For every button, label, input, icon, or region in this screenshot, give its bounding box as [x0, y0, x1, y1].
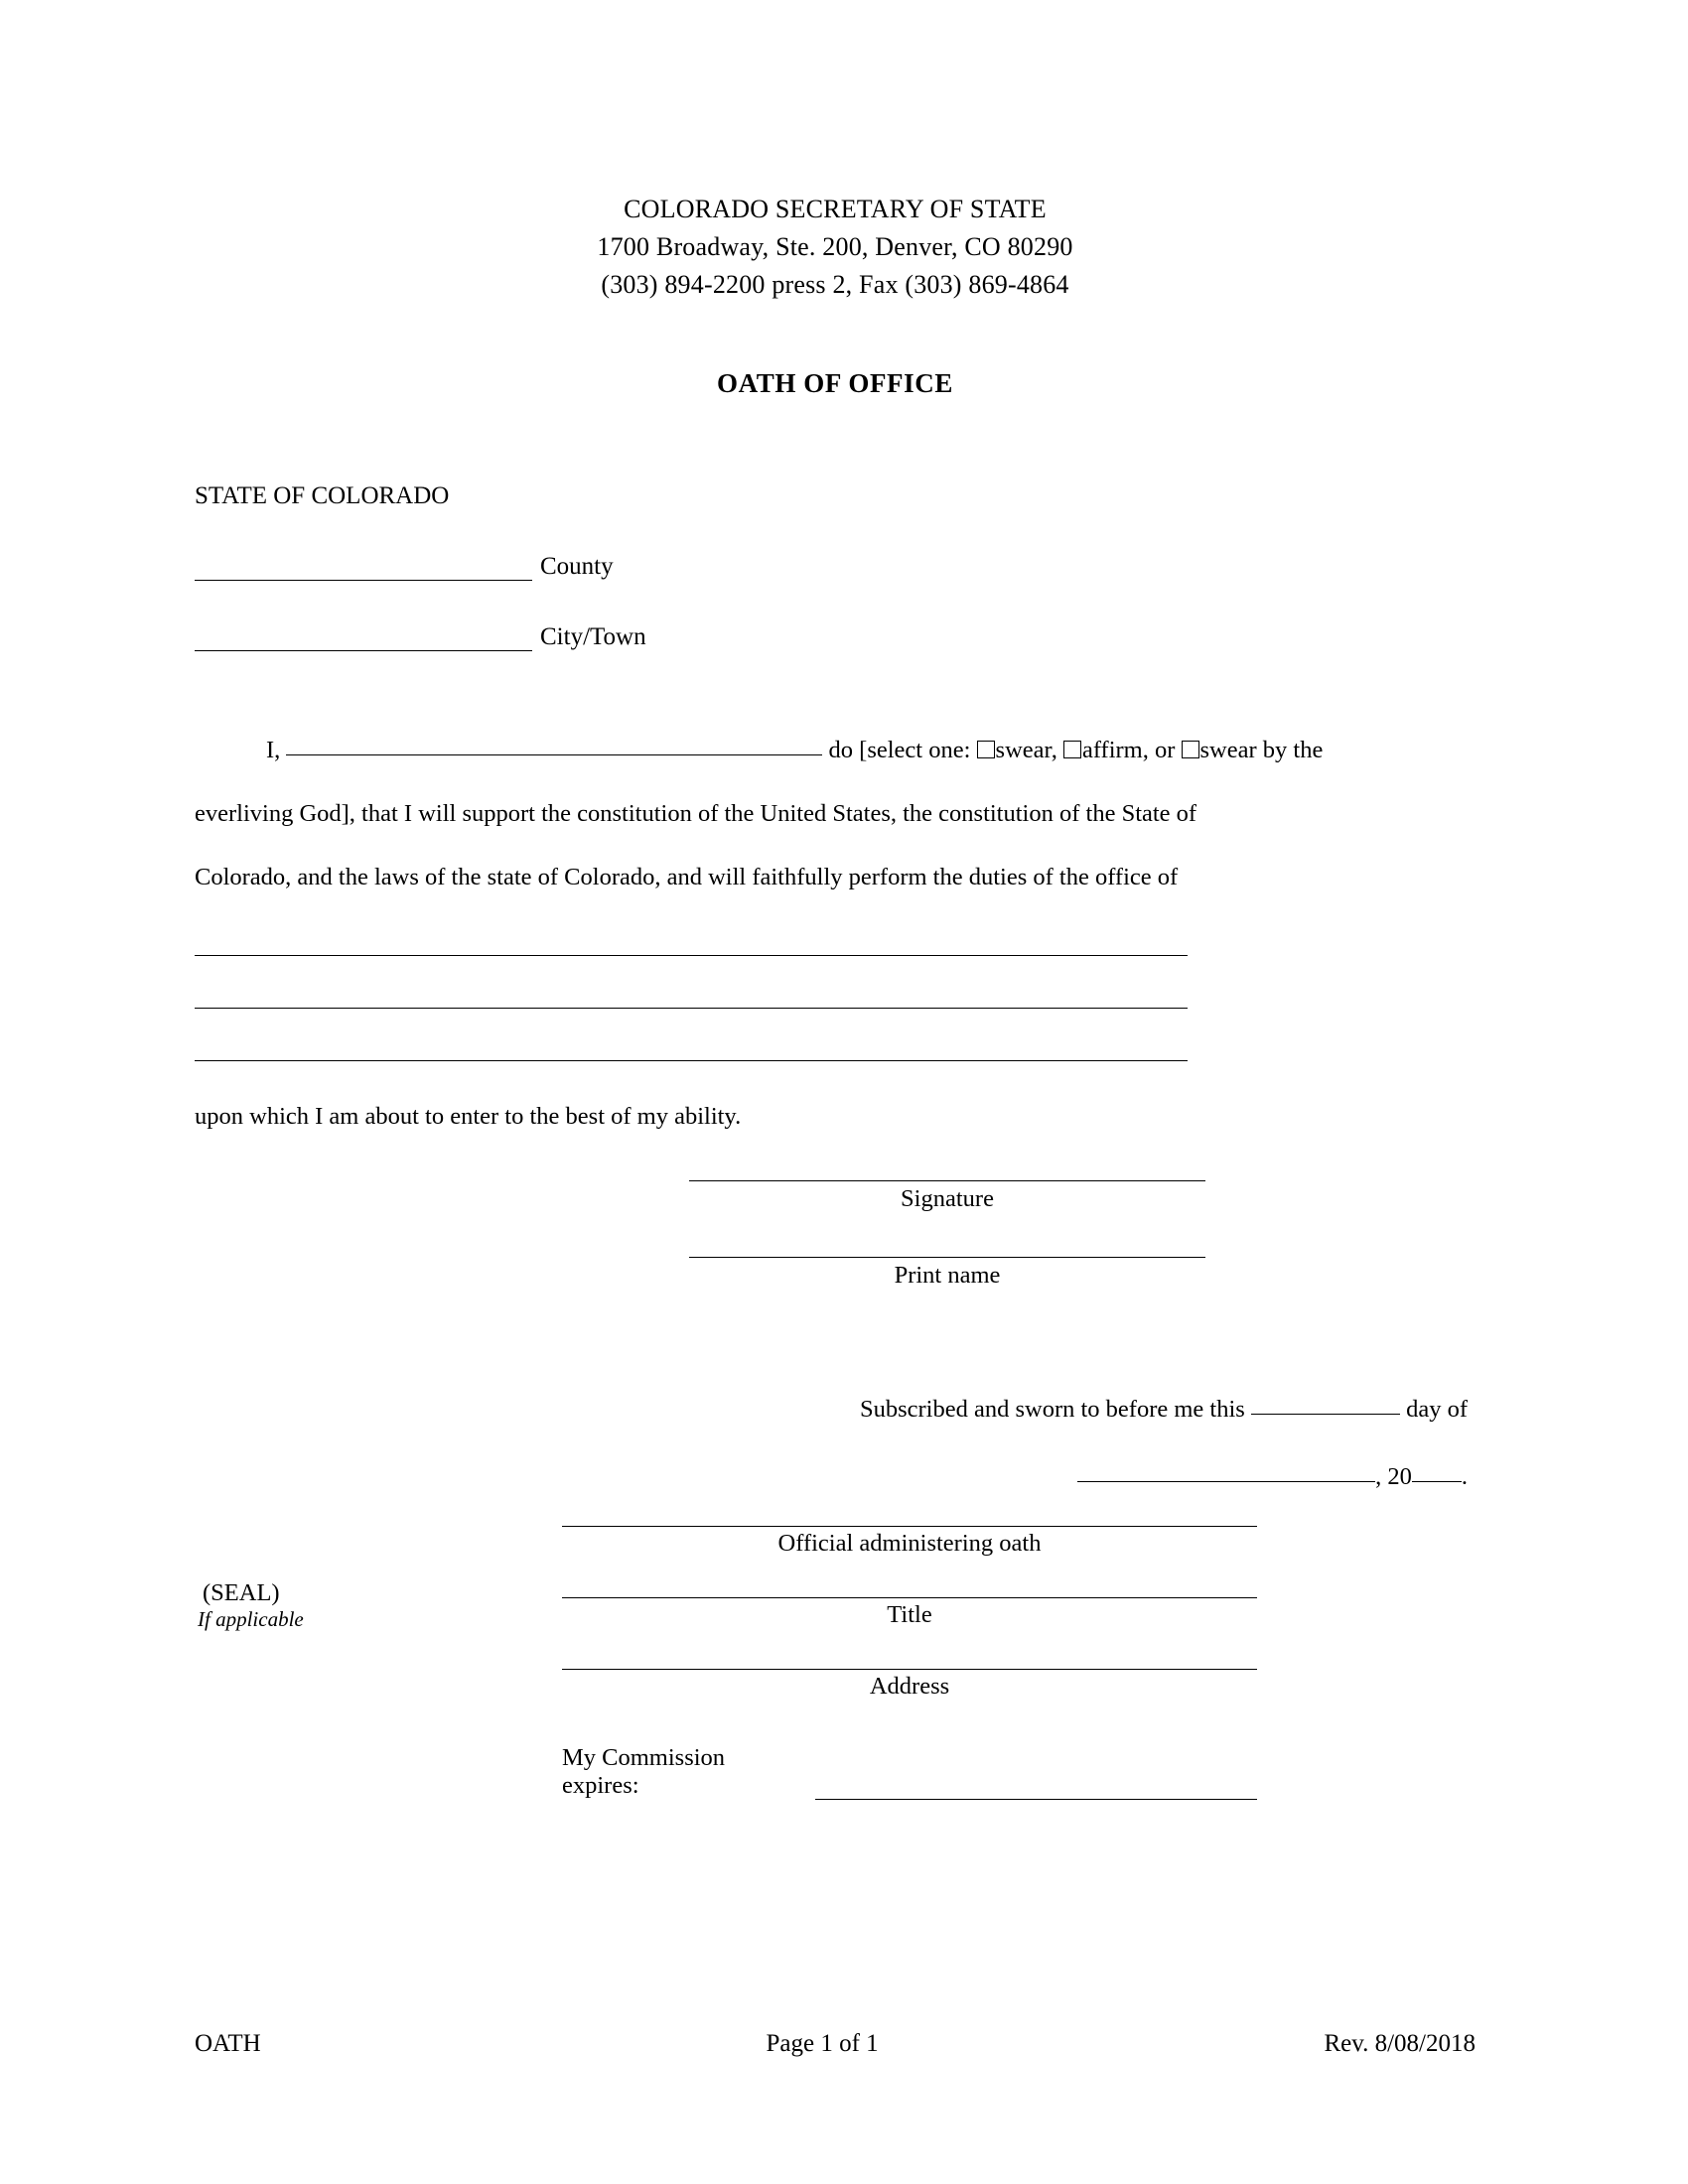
checkbox-swear-by-god[interactable]	[1182, 741, 1199, 758]
page-footer	[195, 2030, 1476, 2058]
state-label: STATE OF COLORADO	[195, 482, 450, 509]
title-block	[195, 1579, 1476, 1631]
oath-body-line-2: everliving God], that I will support the constitution of the United States, the constitution of the State of	[195, 800, 1197, 827]
checkbox-swear[interactable]	[977, 741, 995, 758]
sworn-statement	[195, 1387, 1476, 1500]
year-prefix: , 20	[1375, 1463, 1412, 1490]
official-caption: Official administering oath	[777, 1530, 1042, 1557]
city-town-label: City/Town	[540, 623, 646, 650]
footer-page-number: Page 1 of 1	[766, 2030, 879, 2057]
commission-row	[562, 1744, 1257, 1800]
county-input[interactable]	[195, 558, 532, 581]
official-block	[195, 1526, 1476, 1558]
seal-label: (SEAL)	[203, 1579, 280, 1606]
i-label: I,	[266, 737, 281, 763]
day-input[interactable]	[1251, 1394, 1400, 1415]
signature-caption: Signature	[901, 1185, 994, 1212]
year-input[interactable]	[1412, 1461, 1462, 1482]
agency-header	[195, 191, 1476, 304]
year-suffix: .	[1461, 1463, 1468, 1490]
month-input[interactable]	[1077, 1461, 1375, 1482]
commission-label: My Commission expires:	[562, 1744, 726, 1799]
oath-body-line-3: Colorado, and the laws of the state of Colorado, and will faithfully perform the duties of the office of	[195, 864, 1179, 890]
agency-name: COLORADO SECRETARY OF STATE	[624, 195, 1047, 223]
swear-label: swear,	[995, 737, 1057, 763]
office-input-line-3[interactable]	[195, 1060, 1188, 1061]
agency-address: 1700 Broadway, Ste. 200, Denver, CO 80290	[597, 232, 1073, 261]
sworn-line-1	[195, 1387, 1468, 1433]
city-town-input[interactable]	[195, 628, 532, 651]
select-one-text: do [select one:	[828, 737, 971, 763]
office-input-line-1[interactable]	[195, 955, 1188, 956]
print-name-caption: Print name	[894, 1262, 1001, 1289]
document-content	[195, 0, 1476, 2184]
county-row	[195, 553, 1476, 581]
seal-area	[198, 1579, 304, 1632]
commission-input[interactable]	[815, 1779, 1257, 1800]
footer-revision: Rev. 8/08/2018	[1324, 2030, 1476, 2057]
signature-spacer	[689, 1213, 1205, 1257]
address-caption: Address	[869, 1673, 950, 1700]
page-title: OATH OF OFFICE	[717, 368, 953, 398]
agency-phone: (303) 894-2200 press 2, Fax (303) 869-4864	[601, 270, 1069, 299]
checkbox-affirm[interactable]	[1063, 741, 1081, 758]
swear-by-god-label: swear by the	[1199, 737, 1324, 763]
sworn-text: Subscribed and sworn to before me this	[859, 1396, 1245, 1423]
city-town-row	[195, 623, 1476, 651]
oath-name-input[interactable]	[286, 735, 822, 755]
day-of-label: day of	[1406, 1396, 1468, 1423]
signature-block	[689, 1180, 1205, 1290]
oath-closing-text: upon which I am about to enter to the best of my ability.	[195, 1103, 742, 1130]
footer-left: OATH	[195, 2030, 261, 2057]
title-caption: Title	[887, 1601, 932, 1628]
address-block	[195, 1669, 1476, 1701]
seal-note: If applicable	[198, 1607, 304, 1631]
affirm-label: affirm, or	[1081, 737, 1176, 763]
county-label: County	[540, 553, 614, 580]
sworn-line-2	[195, 1454, 1468, 1500]
office-input-line-2[interactable]	[195, 1008, 1188, 1009]
oath-paragraph	[195, 719, 1476, 909]
